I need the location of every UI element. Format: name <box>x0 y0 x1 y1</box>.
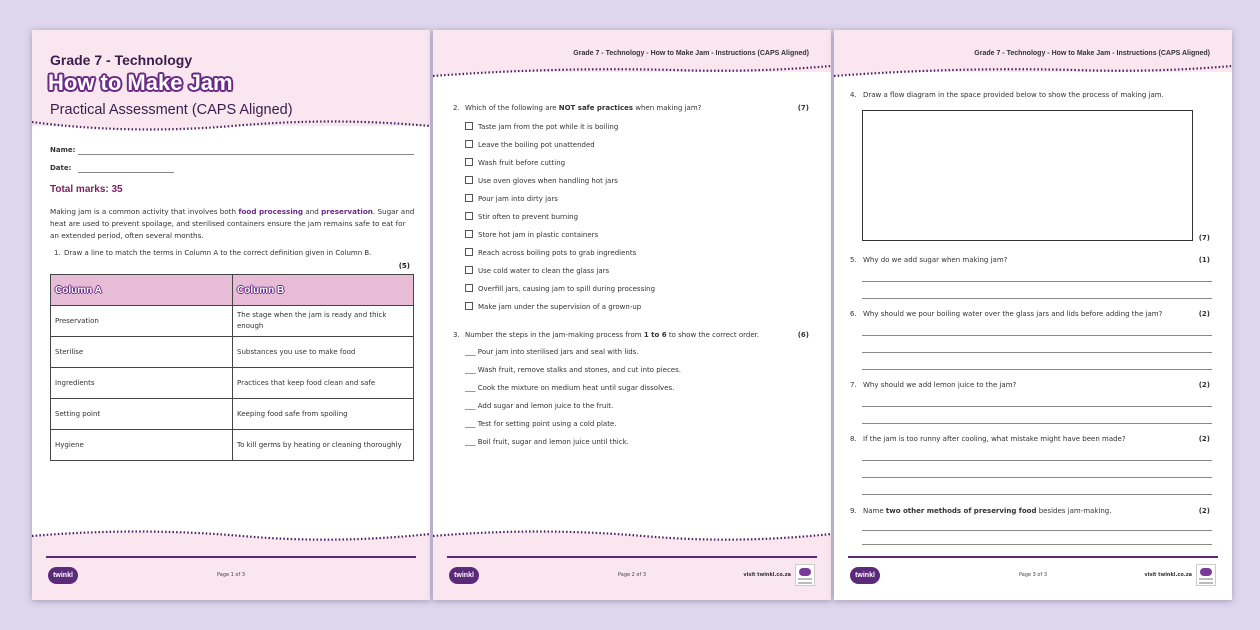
worksheet-title: How to Make Jam <box>48 70 233 95</box>
option-item[interactable] <box>465 248 636 257</box>
footer-wave <box>32 526 430 546</box>
footer-rule <box>46 556 416 558</box>
intro-text-c: . Sugar and heat are used to prevent spoilage, and sterilised containers ensure the jam remains safe to eat for an extended period, often several months. <box>50 207 415 240</box>
option-item[interactable] <box>465 158 565 167</box>
question-9-text <box>863 507 1111 515</box>
twinkl-logo[interactable]: twinkl <box>449 567 479 584</box>
term-cell[interactable]: Setting point <box>51 399 233 430</box>
question-5-text: Why do we add sugar when making jam? <box>863 256 1008 264</box>
total-marks: Total marks: 35 <box>50 184 123 195</box>
question-9-text-a: Name <box>863 507 886 515</box>
question-5-marks: (1) <box>1198 256 1210 264</box>
question-9-text-c: besides jam-making. <box>1036 507 1112 515</box>
question-3-emphasis: 1 to 6 <box>643 331 667 339</box>
answer-line[interactable] <box>862 352 1212 353</box>
checkbox[interactable] <box>465 158 473 166</box>
answer-line[interactable] <box>862 494 1212 495</box>
quality-badge-icon <box>1196 564 1216 586</box>
question-4-text: Draw a flow diagram in the space provided below to show the process of making jam. <box>863 91 1164 99</box>
checkbox[interactable] <box>465 302 473 310</box>
term-cell[interactable]: Sterilise <box>51 337 233 368</box>
twinkl-logo[interactable]: twinkl <box>850 567 880 584</box>
question-3-marks: (6) <box>797 331 809 339</box>
table-row <box>51 368 414 399</box>
option-item[interactable] <box>465 212 578 221</box>
intro-text-a: Making jam is a common activity that involves both <box>50 207 239 216</box>
table-row <box>51 337 414 368</box>
question-text: Draw a line to match the terms in Column A to the correct definition given in Column B. <box>64 249 372 257</box>
page-number: Page 3 of 3 <box>1018 572 1048 578</box>
question-4-marks: (7) <box>1198 234 1210 242</box>
date-label: Date: <box>50 164 72 172</box>
footer-rule <box>848 556 1218 558</box>
question-2-text-c: when making jam? <box>633 104 702 112</box>
name-label: Name: <box>50 146 76 154</box>
checkbox[interactable] <box>465 194 473 202</box>
header-wave <box>834 62 1232 82</box>
intro-term-preservation: preservation <box>321 207 373 216</box>
worksheet-page-2 <box>433 30 831 600</box>
definition-cell[interactable]: Substances you use to make food <box>233 337 414 368</box>
worksheet-subtitle: Practical Assessment (CAPS Aligned) <box>50 102 293 118</box>
option-item[interactable] <box>465 140 595 149</box>
question-9-marks: (2) <box>1198 507 1210 515</box>
footer-rule <box>447 556 817 558</box>
term-cell[interactable]: Preservation <box>51 306 233 337</box>
table-row <box>51 430 414 461</box>
checkbox[interactable] <box>465 230 473 238</box>
question-2-text <box>465 104 701 112</box>
worksheet-page-3 <box>834 30 1232 600</box>
step-item[interactable]: ___ Add sugar and lemon juice to the fruit. <box>465 402 614 410</box>
answer-line[interactable] <box>862 369 1212 370</box>
term-cell[interactable]: Hygiene <box>51 430 233 461</box>
option-item[interactable] <box>465 284 655 293</box>
answer-line[interactable] <box>862 477 1212 478</box>
twinkl-logo[interactable]: twinkl <box>48 567 78 584</box>
definition-cell[interactable]: Practices that keep food clean and safe <box>233 368 414 399</box>
running-header: Grade 7 - Technology - How to Make Jam - Instructions (CAPS Aligned) <box>974 50 1210 57</box>
question-9-number: 9. <box>850 507 857 515</box>
date-field[interactable] <box>50 164 71 172</box>
answer-line[interactable] <box>862 460 1212 461</box>
option-label: Taste jam from the pot while it is boiling <box>478 123 619 131</box>
option-item[interactable] <box>465 230 598 239</box>
answer-line[interactable] <box>862 406 1212 407</box>
header-wave <box>32 116 430 136</box>
intro-text-and: and <box>303 207 322 216</box>
answer-line[interactable] <box>862 281 1212 282</box>
page-footer <box>449 564 815 588</box>
step-item[interactable]: ___ Cook the mixture on medium heat until sugar dissolves. <box>465 384 675 392</box>
step-item[interactable]: ___ Wash fruit, remove stalks and stones, and cut into pieces. <box>465 366 681 374</box>
column-b-header: Column B <box>233 275 414 306</box>
option-item[interactable] <box>465 176 618 185</box>
option-label: Store hot jam in plastic containers <box>478 231 599 239</box>
question-9-emphasis: two other methods of preserving food <box>885 507 1037 515</box>
worksheet-page-1 <box>32 30 430 600</box>
table-header-row <box>51 275 414 306</box>
table-row <box>51 399 414 430</box>
date-line <box>78 172 174 173</box>
option-label: Reach across boiling pots to grab ingredients <box>478 249 637 257</box>
question-2-number: 2. <box>453 104 460 112</box>
option-label: Stir often to prevent burning <box>478 213 579 221</box>
grade-label: Grade 7 - Technology <box>50 52 193 68</box>
option-label: Make jam under the supervision of a grown-up <box>478 303 642 311</box>
question-6-text: Why should we pour boiling water over the glass jars and lids before adding the jam? <box>863 310 1163 318</box>
question-3-number: 3. <box>453 331 460 339</box>
page-footer <box>48 564 414 588</box>
option-label: Wash fruit before cutting <box>478 159 566 167</box>
question-2-emphasis: NOT safe practices <box>558 104 634 112</box>
question-2-marks: (7) <box>797 104 809 112</box>
name-field[interactable] <box>50 146 75 154</box>
definition-cell[interactable]: Keeping food safe from spoiling <box>233 399 414 430</box>
option-item[interactable] <box>465 194 558 203</box>
checkbox[interactable] <box>465 212 473 220</box>
question-3-text-c: to show the correct order. <box>666 331 760 339</box>
question-4-number: 4. <box>850 91 857 99</box>
question-6-number: 6. <box>850 310 857 318</box>
question-1-marks: (5) <box>398 262 410 270</box>
checkbox[interactable] <box>465 248 473 256</box>
checkbox[interactable] <box>465 176 473 184</box>
running-header: Grade 7 - Technology - How to Make Jam - Instructions (CAPS Aligned) <box>573 50 809 57</box>
option-item[interactable] <box>465 266 609 275</box>
flow-diagram-area[interactable] <box>862 110 1193 241</box>
answer-line[interactable] <box>862 335 1212 336</box>
option-label: Leave the boiling pot unattended <box>478 141 595 149</box>
intro-term-food-processing: food processing <box>238 207 304 216</box>
name-line <box>78 154 414 155</box>
quality-badge-icon <box>795 564 815 586</box>
page-footer <box>850 564 1216 588</box>
question-6-marks: (2) <box>1198 310 1210 318</box>
question-8-text: If the jam is too runny after cooling, what mistake might have been made? <box>863 435 1126 443</box>
page-number: Page 1 of 3 <box>216 572 246 578</box>
option-label: Overfill jars, causing jam to spill during processing <box>478 285 656 293</box>
question-7-text: Why should we add lemon juice to the jam? <box>863 381 1017 389</box>
matching-table <box>50 274 414 461</box>
option-label: Use oven gloves when handling hot jars <box>478 177 618 185</box>
header-wave <box>433 62 831 82</box>
option-item[interactable] <box>465 122 618 131</box>
definition-cell[interactable]: To kill germs by heating or cleaning thoroughly <box>233 430 414 461</box>
question-3-text <box>465 331 759 339</box>
checkbox[interactable] <box>465 284 473 292</box>
step-item[interactable]: ___ Boil fruit, sugar and lemon juice until thick. <box>465 438 629 446</box>
answer-line[interactable] <box>862 298 1212 299</box>
question-2-text-a: Which of the following are <box>465 104 559 112</box>
answer-line[interactable] <box>862 544 1212 545</box>
question-5-number: 5. <box>850 256 857 264</box>
page-number: Page 2 of 3 <box>617 572 647 578</box>
answer-line[interactable] <box>862 530 1212 531</box>
column-a-header: Column A <box>51 275 233 306</box>
question-7-marks: (2) <box>1198 381 1210 389</box>
question-7-number: 7. <box>850 381 857 389</box>
question-number: 1. <box>54 249 61 257</box>
question-3-text-a: Number the steps in the jam-making process from <box>465 331 644 339</box>
definition-cell[interactable]: The stage when the jam is ready and thick enough <box>233 306 414 337</box>
checkbox[interactable] <box>465 122 473 130</box>
checkbox[interactable] <box>465 266 473 274</box>
step-item[interactable]: ___ Pour jam into sterilised jars and seal with lids. <box>465 348 639 356</box>
question-8-number: 8. <box>850 435 857 443</box>
visit-link[interactable]: visit twinkl.co.za <box>1144 572 1192 578</box>
term-cell[interactable]: Ingredients <box>51 368 233 399</box>
table-row <box>51 306 414 337</box>
footer-wave <box>433 526 831 546</box>
question-8-marks: (2) <box>1198 435 1210 443</box>
option-item[interactable] <box>465 302 641 311</box>
step-item[interactable]: ___ Test for setting point using a cold plate. <box>465 420 617 428</box>
checkbox[interactable] <box>465 140 473 148</box>
option-label: Use cold water to clean the glass jars <box>478 267 610 275</box>
visit-link[interactable]: visit twinkl.co.za <box>743 572 791 578</box>
option-label: Pour jam into dirty jars <box>478 195 558 203</box>
intro-paragraph <box>50 206 416 242</box>
answer-line[interactable] <box>862 423 1212 424</box>
